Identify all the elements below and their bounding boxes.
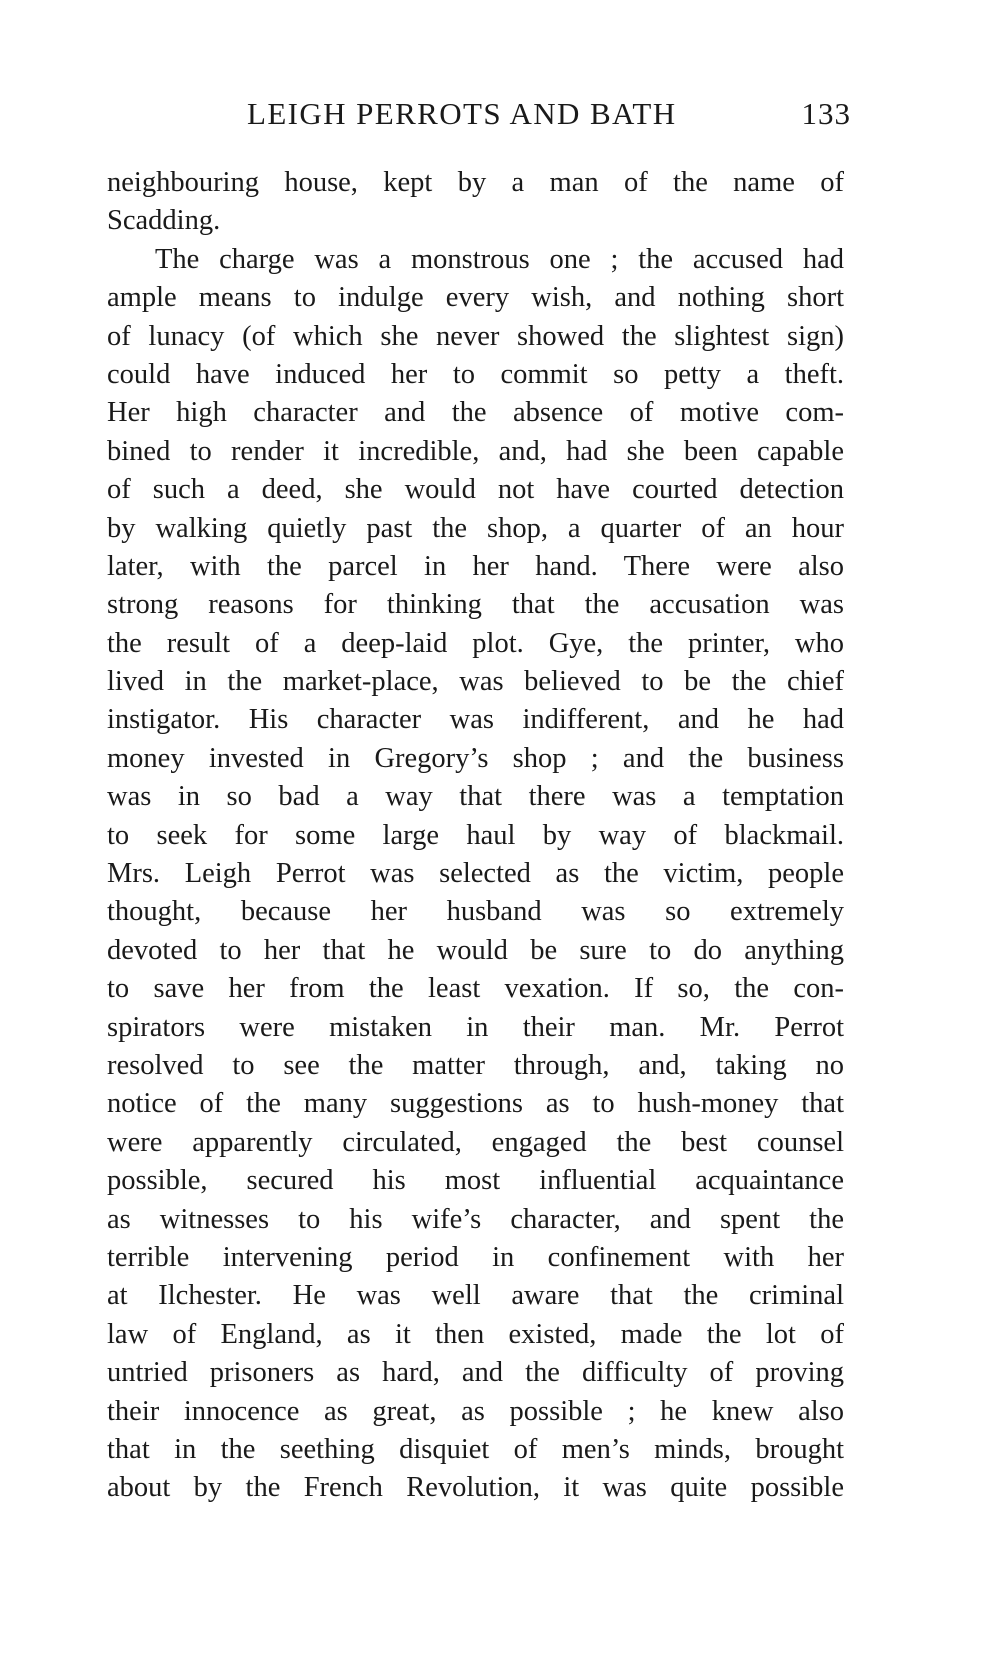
text-line: their innocence as great, as possible ; he knew also — [107, 1395, 844, 1427]
running-title: LEIGH PERROTS AND BATH — [247, 96, 677, 131]
text-line: law of England, as it then existed, made the lot of — [107, 1318, 844, 1350]
text-line: neighbouring house, kept by a man of the name of — [107, 167, 844, 198]
text-line: terrible intervening period in confinement with her — [107, 1241, 844, 1273]
text-line: lived in the market-place, was believed to be the chief — [107, 666, 844, 698]
text-line: ample means to indulge every wish, and nothing short — [107, 282, 844, 314]
text-line: Her high character and the absence of motive com- — [107, 397, 844, 429]
text-line: notice of the many suggestions as to hush-money that — [107, 1088, 844, 1120]
text-line: the result of a deep-laid plot. Gye, the printer, who — [107, 627, 844, 659]
text-line: as witnesses to his wife’s character, and spent the — [107, 1203, 844, 1235]
text-line: devoted to her that he would be sure to do anything — [107, 934, 844, 966]
text-line: Scadding. — [107, 205, 221, 237]
running-head — [107, 90, 851, 140]
text-line: of lunacy (of which she never showed the slightest sign) — [107, 320, 844, 352]
text-line: at Ilchester. He was well aware that the criminal — [107, 1280, 844, 1312]
text-line: possible, secured his most influential acquaintance — [107, 1165, 844, 1197]
text-line: that in the seething disquiet of men’s minds, brought — [107, 1433, 844, 1465]
text-line: thought, because her husband was so extremely — [107, 896, 844, 928]
text-line: bined to render it incredible, and, had she been capable — [107, 435, 844, 467]
text-line: untried prisoners as hard, and the difficulty of proving — [107, 1357, 844, 1389]
text-line: to save her from the least vexation. If so, the con- — [107, 973, 844, 1005]
body-text — [107, 164, 844, 1508]
text-line: about by the French Revolution, it was quite possible — [107, 1472, 844, 1504]
text-line: Mrs. Leigh Perrot was selected as the victim, people — [107, 858, 844, 890]
text-line: instigator. His character was indifferent, and he had — [107, 704, 844, 736]
text-line: to seek for some large haul by way of blackmail. — [107, 819, 844, 851]
text-line: was in so bad a way that there was a temptation — [107, 781, 844, 813]
text-line: strong reasons for thinking that the accusation was — [107, 589, 844, 621]
page-number: 133 — [801, 96, 851, 131]
text-line: were apparently circulated, engaged the best counsel — [107, 1126, 844, 1158]
text-line: spirators were mistaken in their man. Mr. Perrot — [107, 1011, 844, 1043]
text-line: The charge was a monstrous one ; the accused had — [155, 243, 844, 275]
text-line: resolved to see the matter through, and, taking no — [107, 1049, 844, 1081]
text-line: money invested in Gregory’s shop ; and the business — [107, 742, 844, 774]
text-line: of such a deed, she would not have courted detection — [107, 474, 844, 506]
text-line: by walking quietly past the shop, a quarter of an hour — [107, 512, 844, 544]
text-line: could have induced her to commit so petty a theft. — [107, 358, 844, 390]
text-line: later, with the parcel in her hand. There were also — [107, 550, 844, 582]
